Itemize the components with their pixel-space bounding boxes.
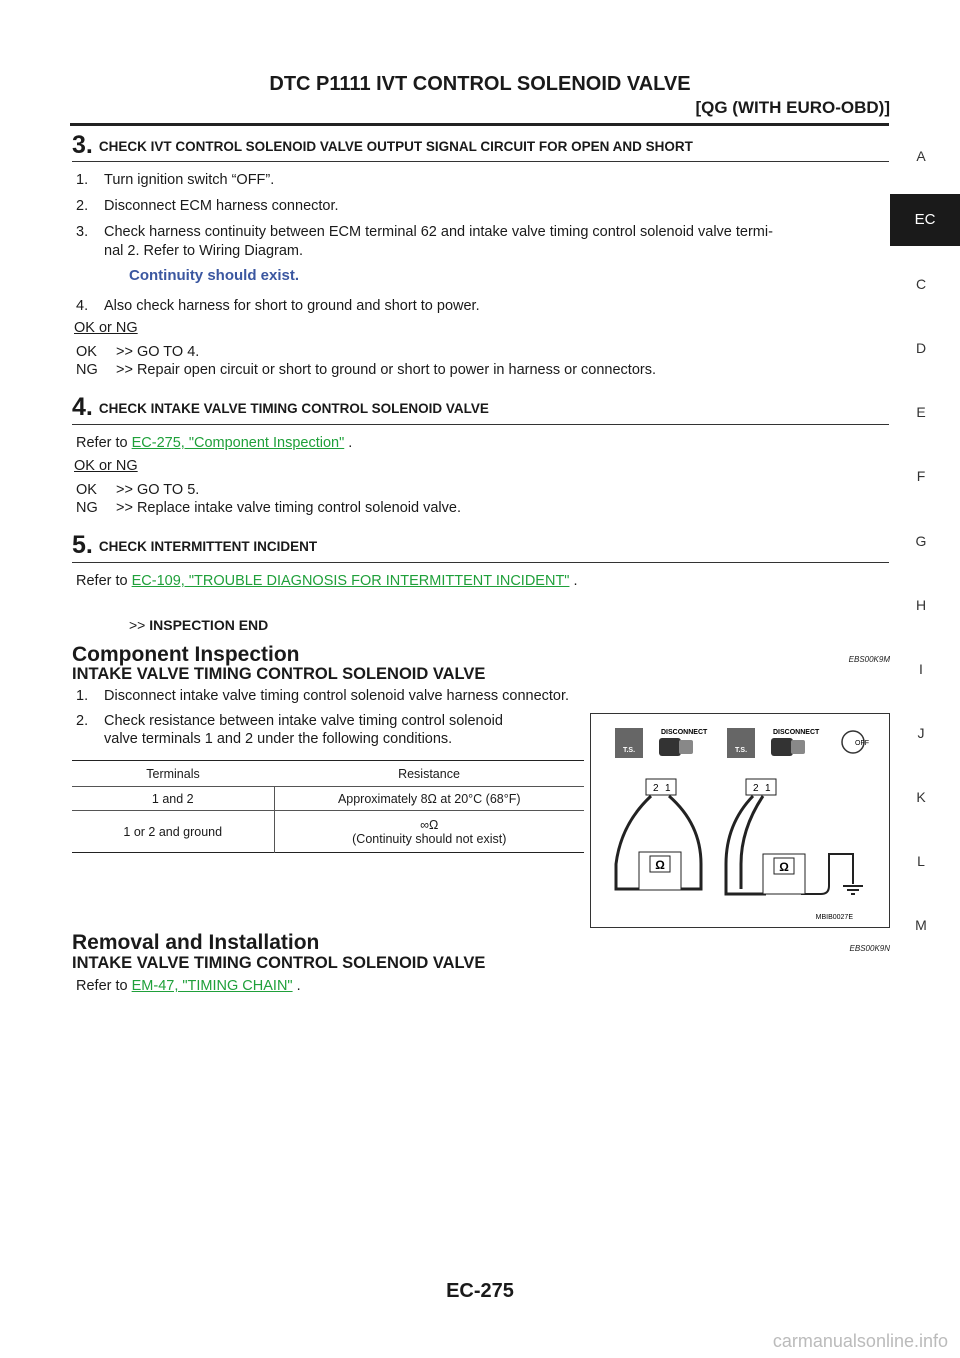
step-title: CHECK IVT CONTROL SOLENOID VALVE OUTPUT SIGNAL CIRCUIT FOR OPEN AND SHORT [98,139,693,154]
ok-ng-table: OK >> GO TO 4. NG >> Repair open circuit or short to ground or short to power in harness or connectors. [76,344,657,378]
list-item: 1. Disconnect intake valve timing control solenoid valve harness connector. [76,688,570,704]
inspection-end: >> INSPECTION END [129,617,269,633]
step-number: 3. [72,131,93,159]
header-rule [70,123,889,126]
section-code: EBS00K9N [849,944,890,953]
side-tab-k[interactable]: K [916,789,926,805]
step-5-heading [72,531,317,560]
disconnect-icon [659,729,708,756]
step-4-heading [72,393,489,422]
ok-ng-table: OK >> GO TO 5. NG >> Replace intake valve timing control solenoid valve. [76,482,461,516]
side-tab-f[interactable]: F [916,468,926,484]
svg-text:T.S.: T.S. [622,747,636,754]
side-tab-i[interactable]: I [919,661,923,677]
ts-icon [727,728,755,758]
intermittent-incident-link[interactable]: EC-109, "TROUBLE DIAGNOSIS FOR INTERMITTENT INCIDENT" [131,573,570,589]
side-tab-j[interactable]: J [917,725,925,741]
spec-note: Continuity should exist. [129,267,300,284]
figure-drawing [591,714,889,927]
disconnect-icon [771,729,820,756]
svg-text:T.S.: T.S. [734,747,748,754]
refer-line: Refer to EC-275, "Component Inspection" . [76,435,353,451]
side-tab-a[interactable]: A [916,148,926,164]
refer-line: Refer to EM-47, "TIMING CHAIN" . [76,978,301,994]
ok-or-ng-label: OK or NG [74,320,138,336]
ts-icon [615,728,643,758]
table-cell: 1 or 2 and ground [72,811,274,853]
list-item-continued: valve terminals 1 and 2 under the following conditions. [104,731,453,747]
ok-or-ng-label: OK or NG [74,458,138,474]
section-subtitle: INTAKE VALVE TIMING CONTROL SOLENOID VALVE [72,954,486,972]
list-item: 3. Check harness continuity between ECM terminal 62 and intake valve timing control solenoid valve termi- [76,224,773,240]
component-inspection-link[interactable]: EC-275, "Component Inspection" [131,435,345,451]
step-title: CHECK INTAKE VALVE TIMING CONTROL SOLENOID VALVE [98,401,489,416]
svg-text:DISCONNECT: DISCONNECT [773,729,820,736]
side-tab-g[interactable]: G [915,533,927,549]
table-header: Terminals [146,766,200,781]
step-3-heading [72,131,693,160]
table-header: Resistance [398,766,460,781]
side-tab-active[interactable]: EC [890,194,960,246]
page-header-title: DTC P1111 IVT CONTROL SOLENOID VALVE [269,73,691,95]
step-rule [72,424,889,425]
timing-chain-link[interactable]: EM-47, "TIMING CHAIN" [131,978,293,994]
table-cell: Approximately 8Ω at 20°C (68°F) [337,791,521,806]
side-tab-h[interactable]: H [915,597,927,613]
svg-text:DISCONNECT: DISCONNECT [661,729,708,736]
svg-text:2: 2 [653,783,659,794]
figure-code: MBIB0027E [815,914,853,921]
list-item: 1. Turn ignition switch “OFF”. [76,172,275,188]
side-tab-d[interactable]: D [915,340,927,356]
step-rule [72,161,889,162]
side-tab-e[interactable]: E [916,404,926,420]
svg-text:2: 2 [753,783,759,794]
svg-text:1: 1 [665,783,671,794]
refer-line: Refer to EC-109, "TROUBLE DIAGNOSIS FOR INTERMITTENT INCIDENT" . [76,573,578,589]
list-item: 4. Also check harness for short to ground and short to power. [76,298,480,314]
step-title: CHECK INTERMITTENT INCIDENT [98,539,318,554]
table-cell: 1 and 2 [72,787,274,811]
page-number: EC-275 [446,1280,514,1302]
list-item: 2. Check resistance between intake valve timing control solenoid [76,713,503,729]
section-title: Removal and Installation [72,931,320,954]
svg-text:OFF: OFF [855,740,869,747]
watermark[interactable]: carmanualsonline.info [772,1331,948,1351]
svg-text:Ω: Ω [779,860,789,874]
svg-text:1: 1 [765,783,771,794]
step-number: 5. [72,531,93,559]
side-tab-l[interactable]: L [917,853,925,869]
inspection-figure [590,713,890,928]
ohmmeter-right [763,854,805,894]
side-tab-m[interactable]: M [915,917,927,933]
page-header-subtitle: [QG (WITH EURO-OBD)] [695,98,890,117]
side-tab-c[interactable]: C [915,276,927,292]
table-cell: ∞Ω (Continuity should not exist) [352,817,507,846]
ground-icon [843,886,863,894]
list-item: 2. Disconnect ECM harness connector. [76,198,339,214]
list-item-continued: nal 2. Refer to Wiring Diagram. [104,243,304,259]
resistance-table [72,760,584,853]
step-rule [72,562,889,563]
section-title: Component Inspection [72,643,300,666]
section-subtitle: INTAKE VALVE TIMING CONTROL SOLENOID VALVE [72,665,486,683]
ohmmeter-left [639,852,681,890]
svg-text:Ω: Ω [655,858,665,872]
section-code: EBS00K9M [848,655,890,664]
ignition-key-icon [842,731,869,753]
step-number: 4. [72,393,93,421]
